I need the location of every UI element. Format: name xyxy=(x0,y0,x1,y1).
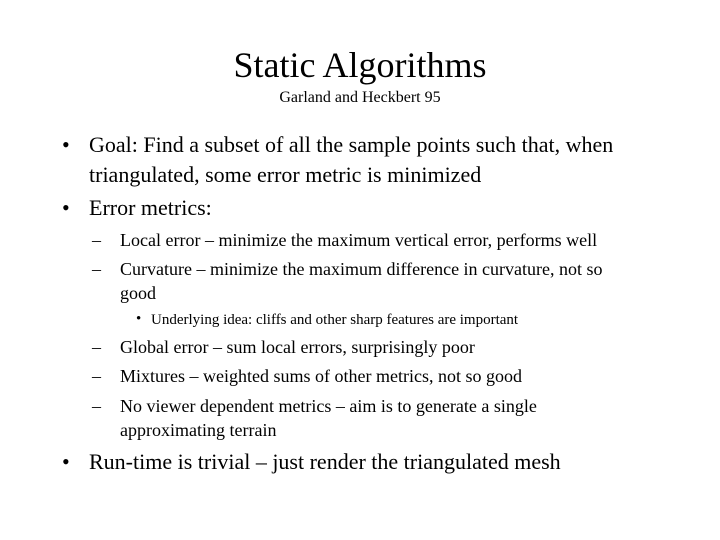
subbullet-local-error-text: Local error – minimize the maximum vertical error, performs well xyxy=(120,230,598,250)
bullet-error-metrics xyxy=(62,193,212,223)
subbullet-curvature-line2: good xyxy=(120,283,156,303)
subbullet-mixtures-text: Mixtures – weighted sums of other metrics, not so good xyxy=(120,366,522,386)
subbullet-global-error-text: Global error – sum local errors, surprisingly poor xyxy=(120,337,475,357)
bullet-goal-line2: triangulated, some error metric is minimized xyxy=(89,162,482,187)
subbullet-local-error xyxy=(92,228,598,252)
dash-marker: – xyxy=(92,396,101,416)
bullet-marker: • xyxy=(62,195,70,220)
dash-marker: – xyxy=(92,259,101,279)
bullet-marker: • xyxy=(62,449,70,474)
bullet-error-metrics-text: Error metrics: xyxy=(89,195,212,220)
subbullet-curvature xyxy=(92,257,603,305)
bullet-marker: • xyxy=(136,311,142,327)
subbullet-global-error xyxy=(92,335,475,359)
bullet-runtime-text: Run-time is trivial – just render the triangulated mesh xyxy=(89,449,561,474)
bullet-runtime xyxy=(62,447,561,477)
dash-marker: – xyxy=(92,337,101,357)
subbullet-curvature-line1: Curvature – minimize the maximum difference in curvature, not so xyxy=(120,259,603,279)
subbullet-no-viewer-metrics xyxy=(92,394,537,442)
bullet-goal xyxy=(62,130,614,190)
bullet-marker: • xyxy=(62,132,70,157)
slide-title: Static Algorithms xyxy=(233,45,487,85)
subsubbullet-underlying-idea-text: Underlying idea: cliffs and other sharp features are important xyxy=(151,312,519,328)
subbullet-no-viewer-metrics-line1: No viewer dependent metrics – aim is to generate a single xyxy=(120,396,537,416)
subbullet-no-viewer-metrics-line2: approximating terrain xyxy=(120,420,277,440)
subbullet-mixtures xyxy=(92,364,522,388)
subsubbullet-underlying-idea xyxy=(136,310,519,330)
dash-marker: – xyxy=(92,366,101,386)
slide-subtitle: Garland and Heckbert 95 xyxy=(279,89,441,106)
dash-marker: – xyxy=(92,230,101,250)
bullet-goal-line1: Goal: Find a subset of all the sample points such that, when xyxy=(89,132,614,157)
